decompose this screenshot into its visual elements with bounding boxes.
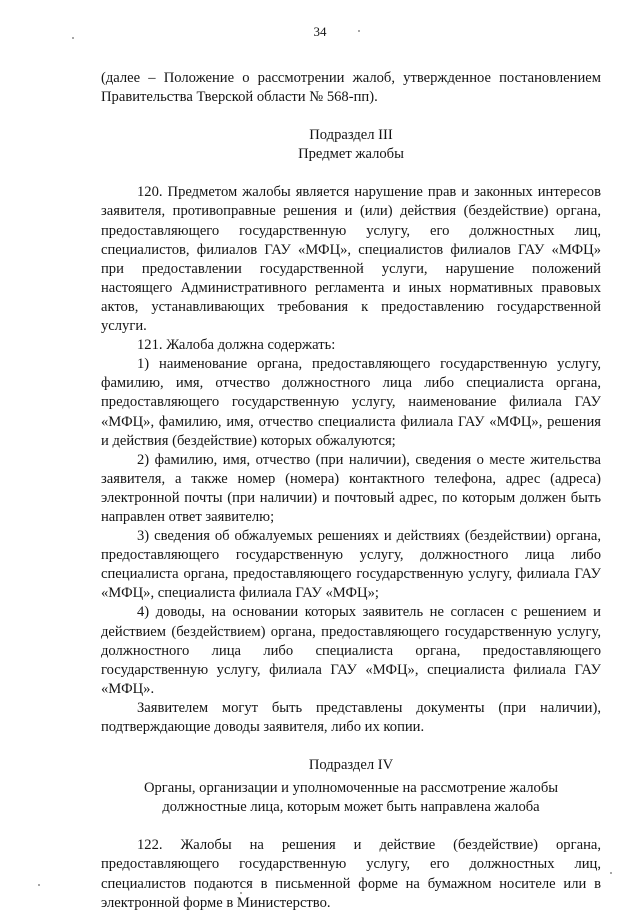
subsection-4-title-line-2: должностные лица, которым может быть направлена жалоба: [162, 799, 540, 816]
paragraph-121-item-4: 4) доводы, на основании которых заявитель не согласен с решением и действием (бездействием) органа, предоставляющего государственную услугу, должностного лица либо специалиста органа, предоставляющего государственную услугу, филиала ГАУ «МФЦ», специалиста филиала ГАУ «МФЦ».: [101, 604, 601, 697]
paragraph-122: 122. Жалобы на решения и действие (бездействие) органа, предоставляющего государственную услугу, его должностных лиц, специалистов подаются в письменной форме на бумажном носителе или в электронной форме в Министерство.: [101, 837, 601, 911]
subsection-4-label: Подраздел IV: [308, 757, 394, 774]
spacer: [101, 737, 601, 756]
spacer: [101, 817, 601, 836]
scan-speck: [610, 872, 612, 874]
paragraph-121-item-2: 2) фамилию, имя, отчество (при наличии), сведения о месте жительства заявителя, а также номер (номера) контактного телефона, адрес (адреса) электронной почты (при наличии) и почтовый адрес, по которым должен быть направлен ответ заявителю;: [101, 451, 601, 525]
subsection-3-title: Предмет жалобы: [298, 146, 404, 163]
intro-paragraph: (далее – Положение о рассмотрении жалоб, утвержденное постановлением Правительства Тверской области № 568-пп).: [101, 70, 601, 106]
page-number: 34: [313, 24, 327, 39]
scan-speck: [240, 892, 242, 894]
paragraph-120: 120. Предметом жалобы является нарушение прав и законных интересов заявителя, противоправные решения и (или) действия (бездействие) органа, предоставляющего государственную услугу, его должностных лиц, специалистов, филиалов ГАУ «МФЦ», специалистов филиалов ГАУ «МФЦ» при предоставлении государственной услуги, нарушение положений настоящего Административного регламента и иных нормативных правовых актов, устанавливающих требования к предоставлению государственной услуги.: [101, 184, 601, 335]
scan-speck: [358, 30, 360, 32]
paragraph-121-item-1: 1) наименование органа, предоставляющего государственную услугу, фамилию, имя, отчество должностного лица либо специалиста органа, предоставляющего государственную услугу, наименование филиала ГАУ «МФЦ», фамилию, имя, отчество специалиста филиала ГАУ «МФЦ», решения и действия (бездействие) которых обжалуются;: [101, 356, 601, 449]
document-body: [101, 69, 601, 913]
subsection-3-label: Подраздел III: [309, 127, 393, 144]
paragraph-121-item-3: 3) сведения об обжалуемых решениях и действиях (бездействии) органа, предоставляющего государственную услугу, должностного лица либо специалиста органа, предоставляющего государственную услугу, филиала ГАУ «МФЦ», специалиста филиала ГАУ «МФЦ»;: [101, 528, 601, 602]
scan-speck: [38, 884, 40, 886]
paragraph-121-closing: Заявителем могут быть представлены документы (при наличии), подтверждающие доводы заявителя, либо их копии.: [101, 699, 601, 735]
subsection-4-title-line-1: Органы, организации и уполномоченные на рассмотрение жалобы: [143, 780, 559, 797]
scan-speck: [72, 37, 74, 39]
paragraph-121-lead: 121. Жалоба должна содержать:: [137, 337, 336, 354]
spacer: [101, 107, 601, 126]
spacer: [101, 164, 601, 183]
